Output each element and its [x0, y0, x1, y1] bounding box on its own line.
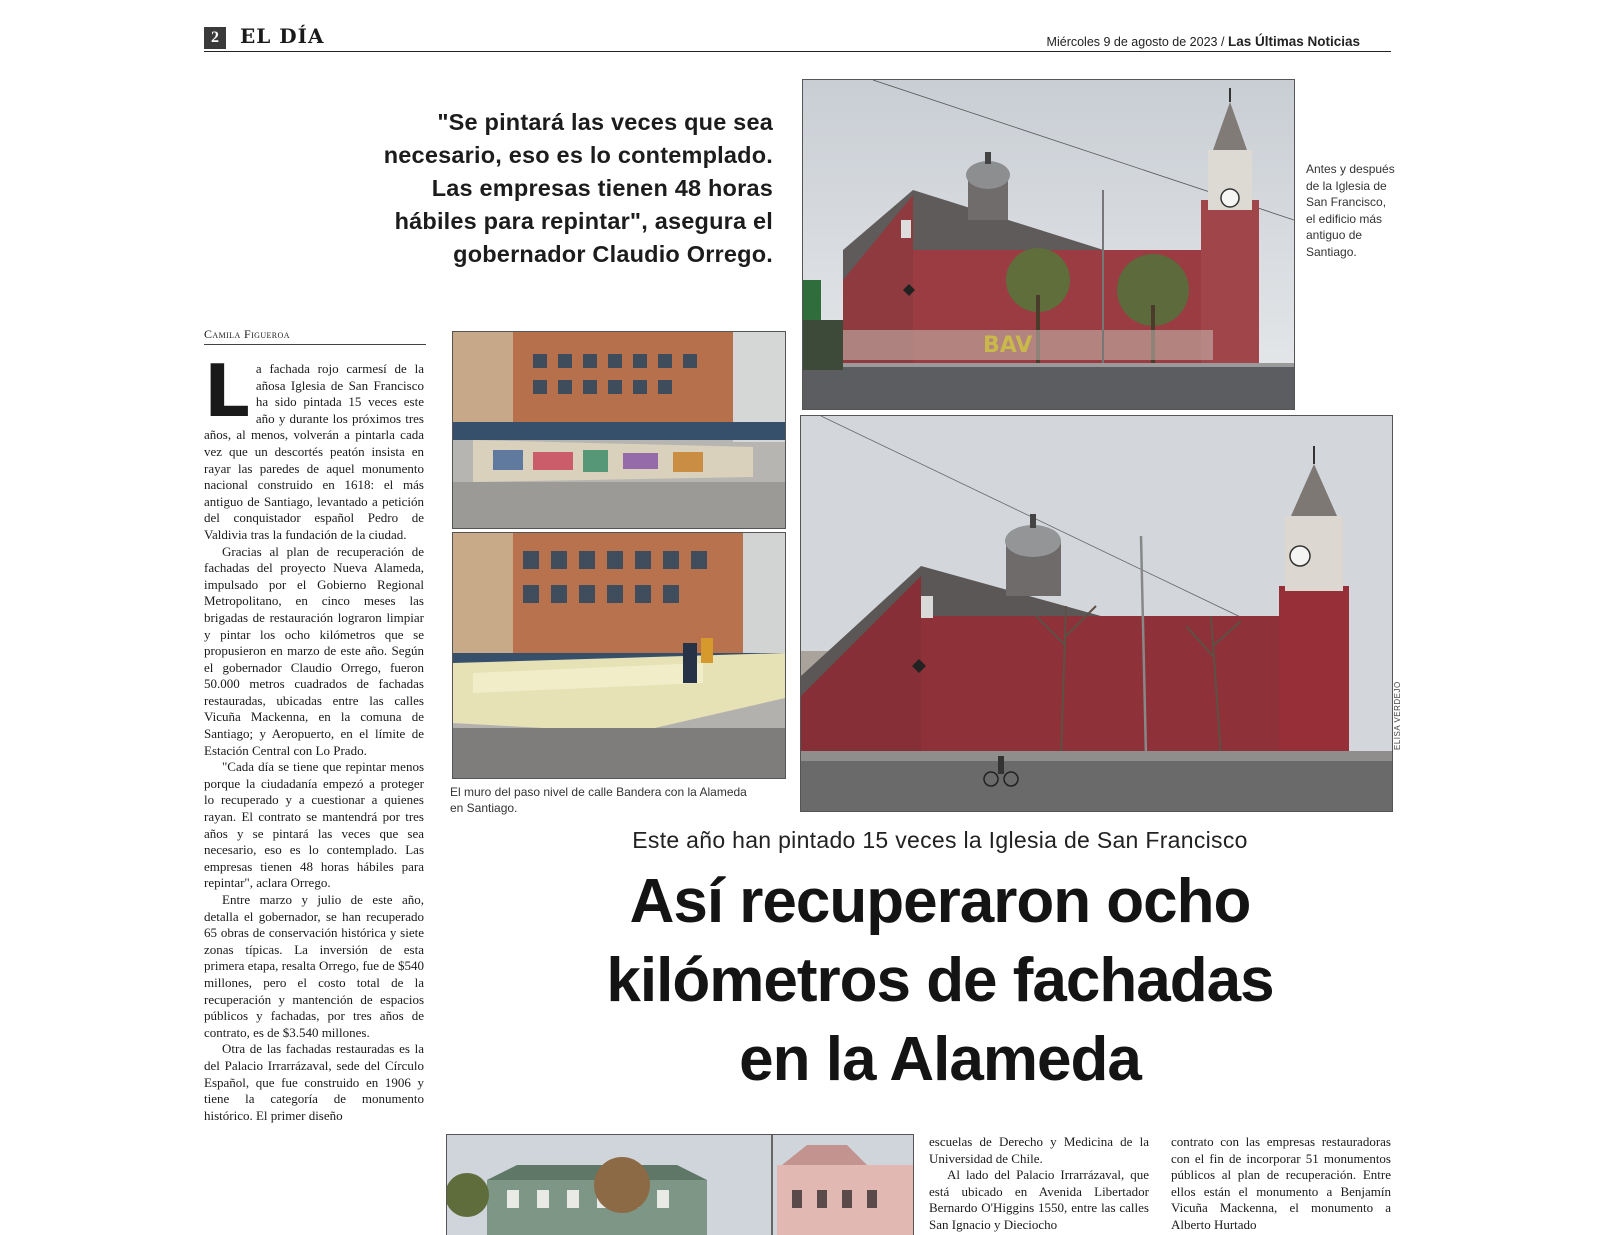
article-paragraph-2: Gracias al plan de recuperación de fachadas del proyecto Nueva Alameda, impulsado por el Gobierno Regional Metropolitano, en cinco meses las brigadas de restauración lograron limpiar y pintar los ocho kilómetros que se propusieron en marzo de este año. Según el gobernador Claudio Orrego, fueron 50.000 metros cuadrados de fachadas restauradas, ubicadas entre las calles Vicuña Mackenna, en la comuna de Santiago; y Aeropuerto, en el límite de Estación Central con Lo Prado. — [204, 543, 424, 758]
header-date-line — [1047, 34, 1360, 49]
photo-credit: ELISA VERDEJO — [1393, 681, 1402, 750]
page-number: 2 — [204, 27, 226, 49]
article-paragraph-1: La fachada rojo carmesí de la añosa Iglesia de San Francisco ha sido pintada 15 veces este año y durante los próximos tres años, al menos, volverán a pintarla cada vez que un descortés peatón insista en rayar las paredes de aquel monumento nacional construido en 1618: el más antiguo de Santiago, levantado a petición del conquistador español Pedro de Valdivia tras la fundación de la ciudad. — [204, 349, 424, 542]
photo-church-before — [802, 79, 1295, 410]
article-paragraph-5: Otra de las fachadas restauradas es la del Palacio Irrarrázaval, sede del Círculo Español, que fue construido en 1906 y tiene la categoría de monumento histórico. El primer diseño — [204, 1041, 424, 1123]
article-body-column-3 — [1171, 1134, 1391, 1234]
article-body-column-1 — [204, 349, 424, 1124]
article-col2-paragraph-2: Al lado del Palacio Irrarrázaval, que está ubicado en Avenida Libertador Bernardo O'Higgins 1550, entre las calles San Ignacio y Dieciocho — [929, 1167, 1149, 1232]
photo-bandera-before — [452, 331, 786, 529]
caption-church: Antes y después de la Iglesia de San Francisco, el edificio más antiguo de Santiago. — [1306, 162, 1395, 259]
article-col2-paragraph-1: escuelas de Derecho y Medicina de la Universidad de Chile. — [929, 1134, 1149, 1166]
section-name: EL DÍA — [240, 24, 325, 48]
photo-bandera-after — [452, 532, 786, 779]
header-separator: / — [1220, 35, 1225, 49]
article-paragraph-3: "Cada día se tiene que repintar menos porque la ciudadanía empezó a proteger lo recuperado y a cuestionar a quienes rayan. El contrato se mantendrá por tres años y se pintará las veces que sea necesario, eso es lo contemplado. Las empresas tienen 48 horas hábiles para repintar", aclara Orrego. — [204, 759, 424, 891]
article-body-column-2 — [929, 1134, 1149, 1234]
kicker: Este año han pintado 15 veces la Iglesia de San Francisco — [632, 827, 1248, 853]
drop-cap: L — [204, 349, 250, 433]
article-col3-paragraph-1: contrato con las empresas restauradoras con el fin de incorporar 51 monumentos públicos al plan de recuperación. Entre ellos están el monumento a Benjamín Vicuña Mackenna, el monumento a Alberto Hurtado — [1171, 1134, 1391, 1232]
graffiti-tag: BAV — [983, 333, 1033, 358]
headline-line-2: kilómetros de fachadas — [606, 946, 1274, 1015]
article-paragraph-4: Entre marzo y julio de este año, detalla el gobernador, se han recuperado 65 obras de conservación histórica y siete zonas típicas. La inversión de esta primera etapa, resalta Orrego, fue de $540 millones, pero el costo total de la recuperación y mantención de espacios públicos y fachadas, por tres años de contrato, es de $3.540 millones. — [204, 892, 424, 1040]
headline-line-1: Así recuperaron ocho — [629, 867, 1251, 936]
photo-palacio — [446, 1134, 914, 1235]
caption-bandera: El muro del paso nivel de calle Bandera con la Alameda en Santiago. — [450, 785, 747, 815]
publication-name: Las Últimas Noticias — [1227, 34, 1360, 49]
headline — [430, 862, 1450, 1099]
headline-line-3: en la Alameda — [739, 1025, 1141, 1094]
issue-date: Miércoles 9 de agosto de 2023 — [1046, 35, 1218, 49]
header-rule — [204, 51, 1391, 52]
photo-church-after — [800, 415, 1393, 812]
pull-quote: "Se pintará las veces que sea necesario, eso es lo contemplado. Las empresas tienen 48 horas hábiles para repintar", asegura el gobernador Claudio Orrego. — [383, 109, 773, 267]
byline: Camila Figueroa — [204, 327, 426, 345]
